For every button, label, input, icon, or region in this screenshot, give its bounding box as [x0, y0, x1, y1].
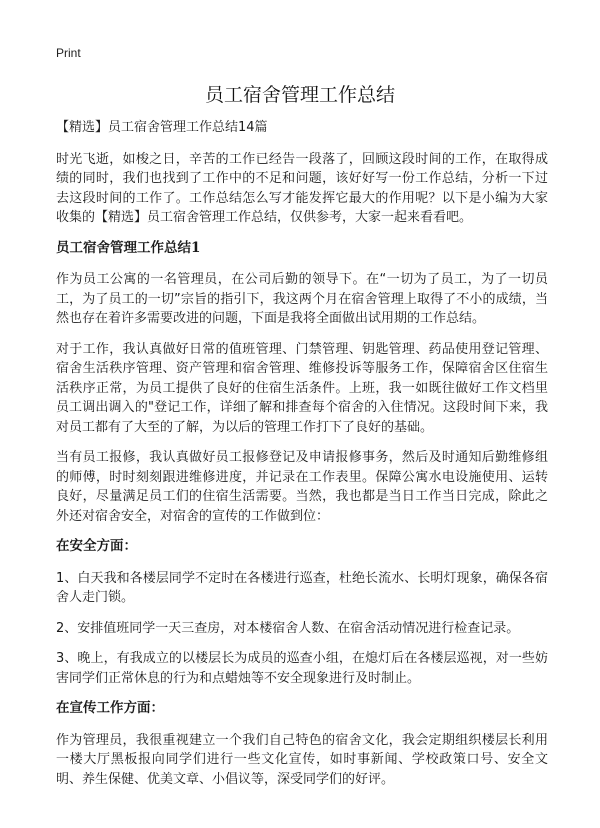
document-body [56, 118, 548, 800]
safety-item: 2、安排值班同学一天三查房，对本楼宿舍人数、在宿舍活动情况进行检查记录。 [56, 620, 520, 636]
safety-item: 1、白天我和各楼层同学不定时在各楼进行巡查，杜绝长流水、长明灯现象，确保各宿舍人走门锁。 [56, 570, 548, 605]
safety-heading: 在安全方面： [56, 538, 137, 554]
publicity-heading: 在宣传工作方面： [56, 700, 164, 716]
print-link[interactable]: Print [56, 46, 81, 60]
intro-paragraph: 时光飞逝，如梭之日，辛苦的工作已经告一段落了，回顾这段时间的工作，在取得成绩的同时，我们也找到了工作中的不足和问题，该好好写一份工作总结，分析一下过去这段时间的工作了。工作总结怎么写才能发挥它最大的作用呢？以下是小编为大家收集的【精选】员工宿舍管理工作总结，仅供参考，大家一起来看看吧。 [56, 151, 548, 225]
safety-item: 3、晚上，有我成立的以楼层长为成员的巡查小组，在熄灯后在各楼层巡视，对一些妨害同学们正常休息的行为和点蜡烛等不安全现象进行及时制止。 [56, 651, 548, 686]
body-paragraph: 对于工作，我认真做好日常的值班管理、门禁管理、钥匙管理、药品使用登记管理、宿舍生活秩序管理、资产管理和宿舍管理、维修投诉等服务工作，保障宿舍区住宿生活秩序正常，为员工提供了良好的住宿生活条件。上班，我一如既往做好工作文档里员工调出调入的"登记工作，详细了解和排查每个宿舍的入住情况。这段时间下来，我对员工都有了大至的了解，为以后的管理工作打下了良好的基础。 [56, 341, 548, 435]
publicity-paragraph: 作为管理员，我很重视建立一个我们自己特色的宿舍文化，我会定期组织楼层长利用一楼大厅黑板报向同学们进行一些文化宣传，如时事新闻、学校政策口号、安全文明、养生保健、优美文章、小倡议等，深受同学们的好评。 [56, 732, 548, 787]
document-subtitle: 【精选】员工宿舍管理工作总结14篇 [56, 120, 268, 135]
page-title: 员工宿舍管理工作总结 [204, 84, 395, 106]
section-heading: 员工宿舍管理工作总结1 [56, 239, 201, 256]
body-paragraph: 当有员工报修，我认真做好员工报修登记及申请报修事务，然后及时通知后勤维修组的师傅，时时刻刻跟进维修进度，并记录在工作表里。保障公寓水电设施使用、运转良好，尽量满足员工们的住宿生活需要。当然，我也都是当日工作当日完成，除此之外还对宿舍安全，对宿舍的宣传的工作做到位： [56, 450, 548, 524]
body-paragraph: 作为员工公寓的一名管理员，在公司后勤的领导下。在“一切为了员工，为了一切员工，为了员工的一切”宗旨的指引下，我这两个月在宿舍管理上取得了不小的成绩，当然也存在着许多需要改进的问题，下面是我将全面做出试用期的工作总结。 [56, 272, 548, 326]
